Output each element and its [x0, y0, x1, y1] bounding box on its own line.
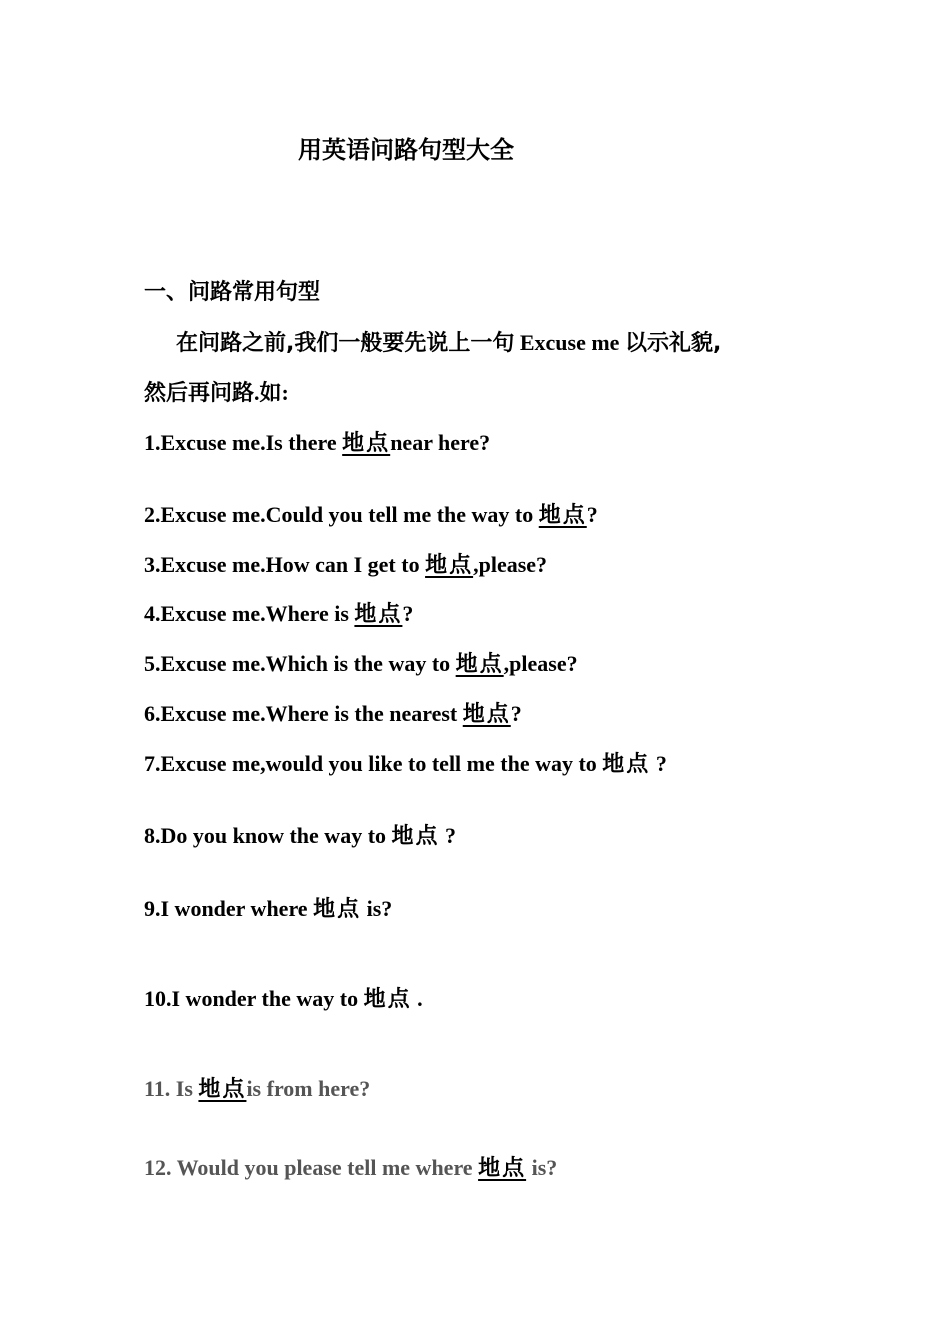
intro-text-4: .如:: [254, 380, 289, 405]
placeholder-location: 地点: [391, 824, 440, 849]
sentence-10: [144, 984, 423, 1015]
placeholder-location: 地点: [313, 897, 362, 922]
sentence-1: [144, 428, 490, 459]
intro-line-2: [144, 378, 824, 409]
sentence-text: is from here?: [246, 1076, 371, 1101]
sentence-text: ?: [402, 601, 414, 626]
sentence-text: 11. Is: [144, 1076, 199, 1101]
sentence-text: ?: [510, 701, 522, 726]
placeholder-location: 地点: [354, 602, 403, 627]
sentence-text: ,please?: [503, 651, 578, 676]
sentence-text: 6.Excuse me.Where is the nearest: [144, 701, 463, 726]
placeholder-location: 地点: [602, 752, 651, 777]
section-heading: 一、问路常用句型: [144, 280, 321, 305]
sentence-text: 9.I wonder where: [144, 896, 314, 921]
sentence-text: 7.Excuse me,would you like to tell me the way to: [144, 751, 603, 776]
placeholder-location: 地点: [538, 503, 587, 528]
sentence-text: ?: [650, 751, 667, 776]
sentence-7: [144, 749, 667, 780]
intro-line-1: [176, 328, 856, 359]
sentence-text: ?: [586, 502, 598, 527]
sentence-8: [144, 821, 456, 852]
intro-text-2: 以示礼貌,: [624, 331, 722, 356]
sentence-text: 3.Excuse me.How can I get to: [144, 552, 426, 577]
sentence-4: [144, 599, 413, 630]
sentence-text: is?: [361, 896, 393, 921]
intro-phrase: Excuse me: [514, 330, 625, 355]
placeholder-location: 地点: [478, 1156, 527, 1181]
sentence-3: [144, 550, 547, 581]
sentence-text: ,please?: [473, 552, 548, 577]
placeholder-location: 地点: [198, 1077, 247, 1102]
sentence-text: near here?: [390, 430, 491, 455]
sentence-text: 5.Excuse me.Which is the way to: [144, 651, 456, 676]
sentence-text: .: [411, 986, 423, 1011]
sentence-text: 12. Would you please tell me where: [144, 1155, 479, 1180]
sentence-5: [144, 649, 578, 680]
sentence-9: [144, 894, 392, 925]
sentence-text: is?: [526, 1155, 558, 1180]
placeholder-location: 地点: [342, 431, 391, 456]
placeholder-location: 地点: [455, 652, 504, 677]
intro-text-3: 然后再问路: [144, 381, 255, 406]
placeholder-location: 地点: [462, 702, 511, 727]
sentence-text: ?: [439, 823, 457, 848]
sentence-6: [144, 699, 522, 730]
sentence-11: [144, 1074, 370, 1105]
sentence-text: 2.Excuse me.Could you tell me the way to: [144, 502, 539, 527]
page-title: 用英语问路句型大全: [298, 136, 514, 164]
sentence-12: [144, 1153, 557, 1184]
sentence-text: 8.Do you know the way to: [144, 823, 392, 848]
sentence-2: [144, 500, 598, 531]
sentence-text: 4.Excuse me.Where is: [144, 601, 355, 626]
placeholder-location: 地点: [425, 553, 474, 578]
placeholder-location: 地点: [363, 987, 412, 1012]
intro-text-1: 在问路之前,我们一般要先说上一句: [176, 331, 515, 356]
sentence-text: 1.Excuse me.Is there: [144, 430, 343, 455]
sentence-text: 10.I wonder the way to: [144, 986, 364, 1011]
